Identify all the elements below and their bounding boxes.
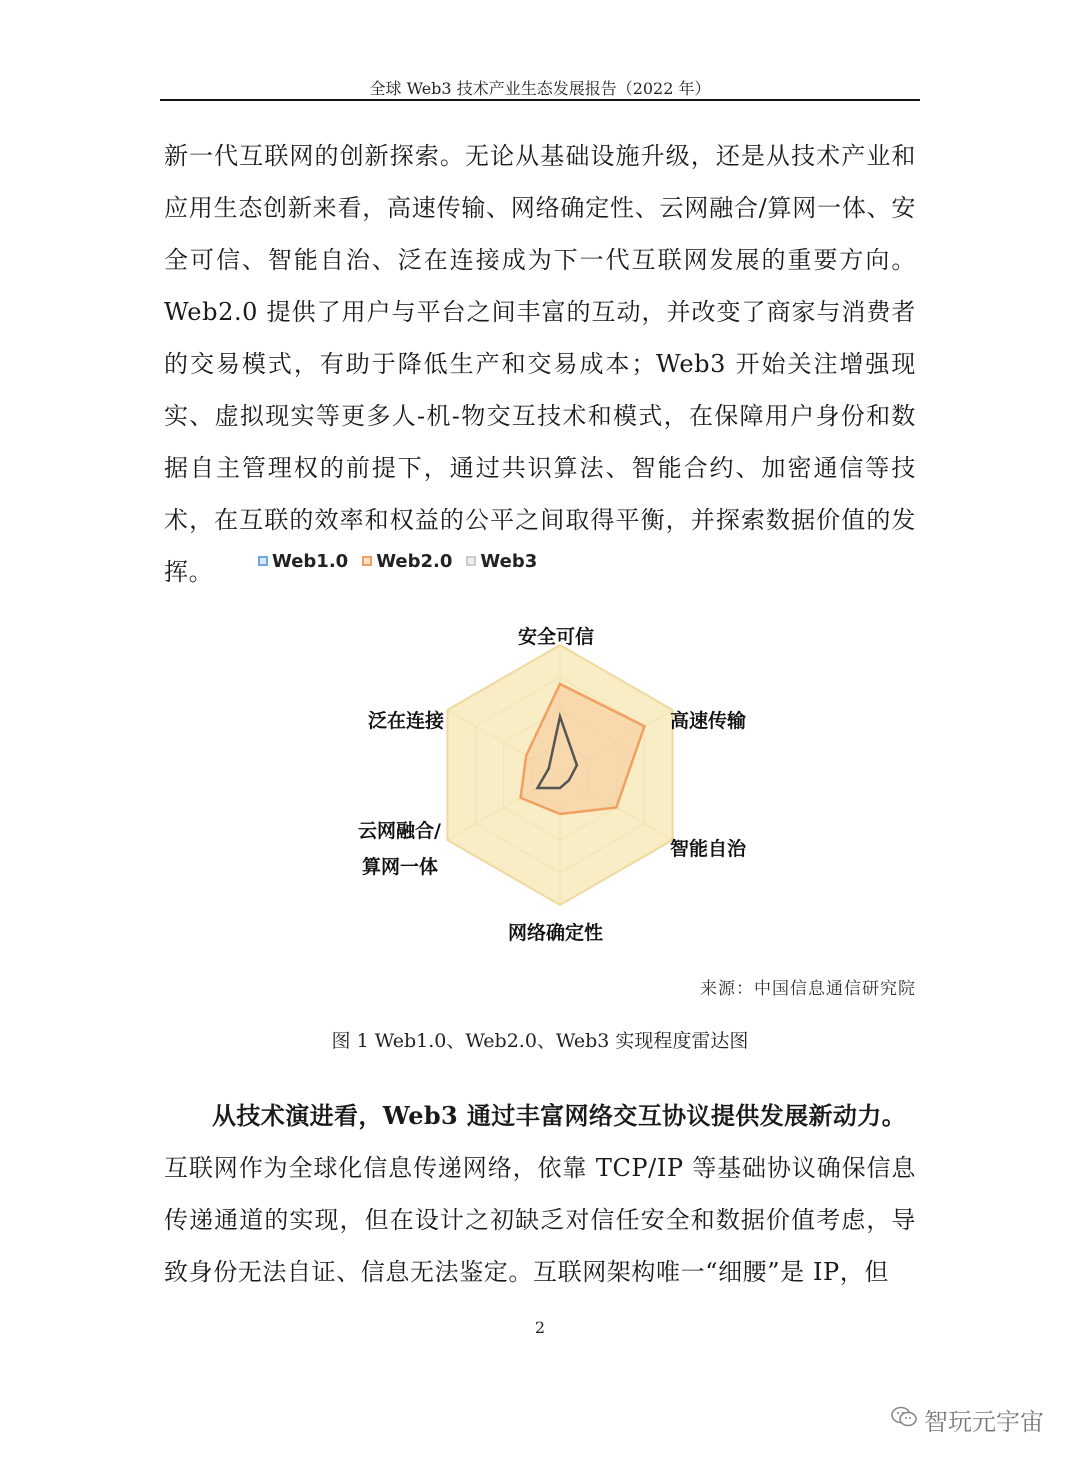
page-header: 全球 Web3 技术产业生态发展报告（2022 年）	[369, 79, 711, 98]
header-divider	[160, 99, 920, 101]
figure-source: 来源：中国信息通信研究院	[700, 979, 916, 999]
body-paragraph-1: 新一代互联网的创新探索。无论从基础设施升级，还是从技术产业和应用生态创新来看，高速传输、网络确定性、云网融合/算网一体、安全可信、智能自治、泛在连接成为下一代互联网发展的重要方向。Web2.0 提供了用户与平台之间丰富的互动，并改变了商家与消费者的交易模式，有助于降低生产和交易成本；Web3 开始关注增强现实、虚拟现实等更多人-机-物交互技术和模式，在保障用户身份和数据自主管理权的前提下，通过共识算法、智能合约、加密通信等技术，在互联的效率和权益的公平之间取得平衡，并探索数据价值的发挥。	[164, 142, 916, 586]
axis-label-upper-left: 泛在连接	[368, 710, 445, 732]
axis-label-bottom: 网络确定性	[508, 922, 604, 944]
axis-label-lower-right: 智能自治	[670, 838, 747, 860]
wechat-icon	[890, 1405, 918, 1435]
axis-label-top: 安全可信	[518, 626, 595, 648]
legend-label-web3: Web3	[480, 550, 538, 572]
page-number: 2	[534, 1318, 546, 1337]
watermark	[890, 1402, 1044, 1437]
axis-label-lower-left-2: 算网一体	[362, 856, 439, 878]
radar-chart	[330, 560, 790, 960]
figure-caption: 图 1 Web1.0、Web2.0、Web3 实现程度雷达图	[331, 1030, 749, 1052]
radar-svg	[330, 560, 790, 960]
legend-label-web2: Web2.0	[376, 550, 453, 572]
axis-label-lower-left-1: 云网融合/	[358, 820, 441, 842]
legend-swatch-web1	[258, 556, 268, 566]
legend-label-web1: Web1.0	[272, 550, 349, 572]
axis-label-upper-right: 高速传输	[670, 710, 747, 732]
section-heading: 从技术演进看，Web3 通过丰富网络交互协议提供发展新动力。	[212, 1101, 907, 1130]
watermark-text: 智玩元宇宙	[924, 1408, 1044, 1436]
body-paragraph-2: 互联网作为全球化信息传递网络，依靠 TCP/IP 等基础协议确保信息传递通道的实现，但在设计之初缺乏对信任安全和数据价值考虑，导致身份无法自证、信息无法鉴定。互联网架构唯一“细腰”是 IP，但	[164, 1154, 916, 1286]
